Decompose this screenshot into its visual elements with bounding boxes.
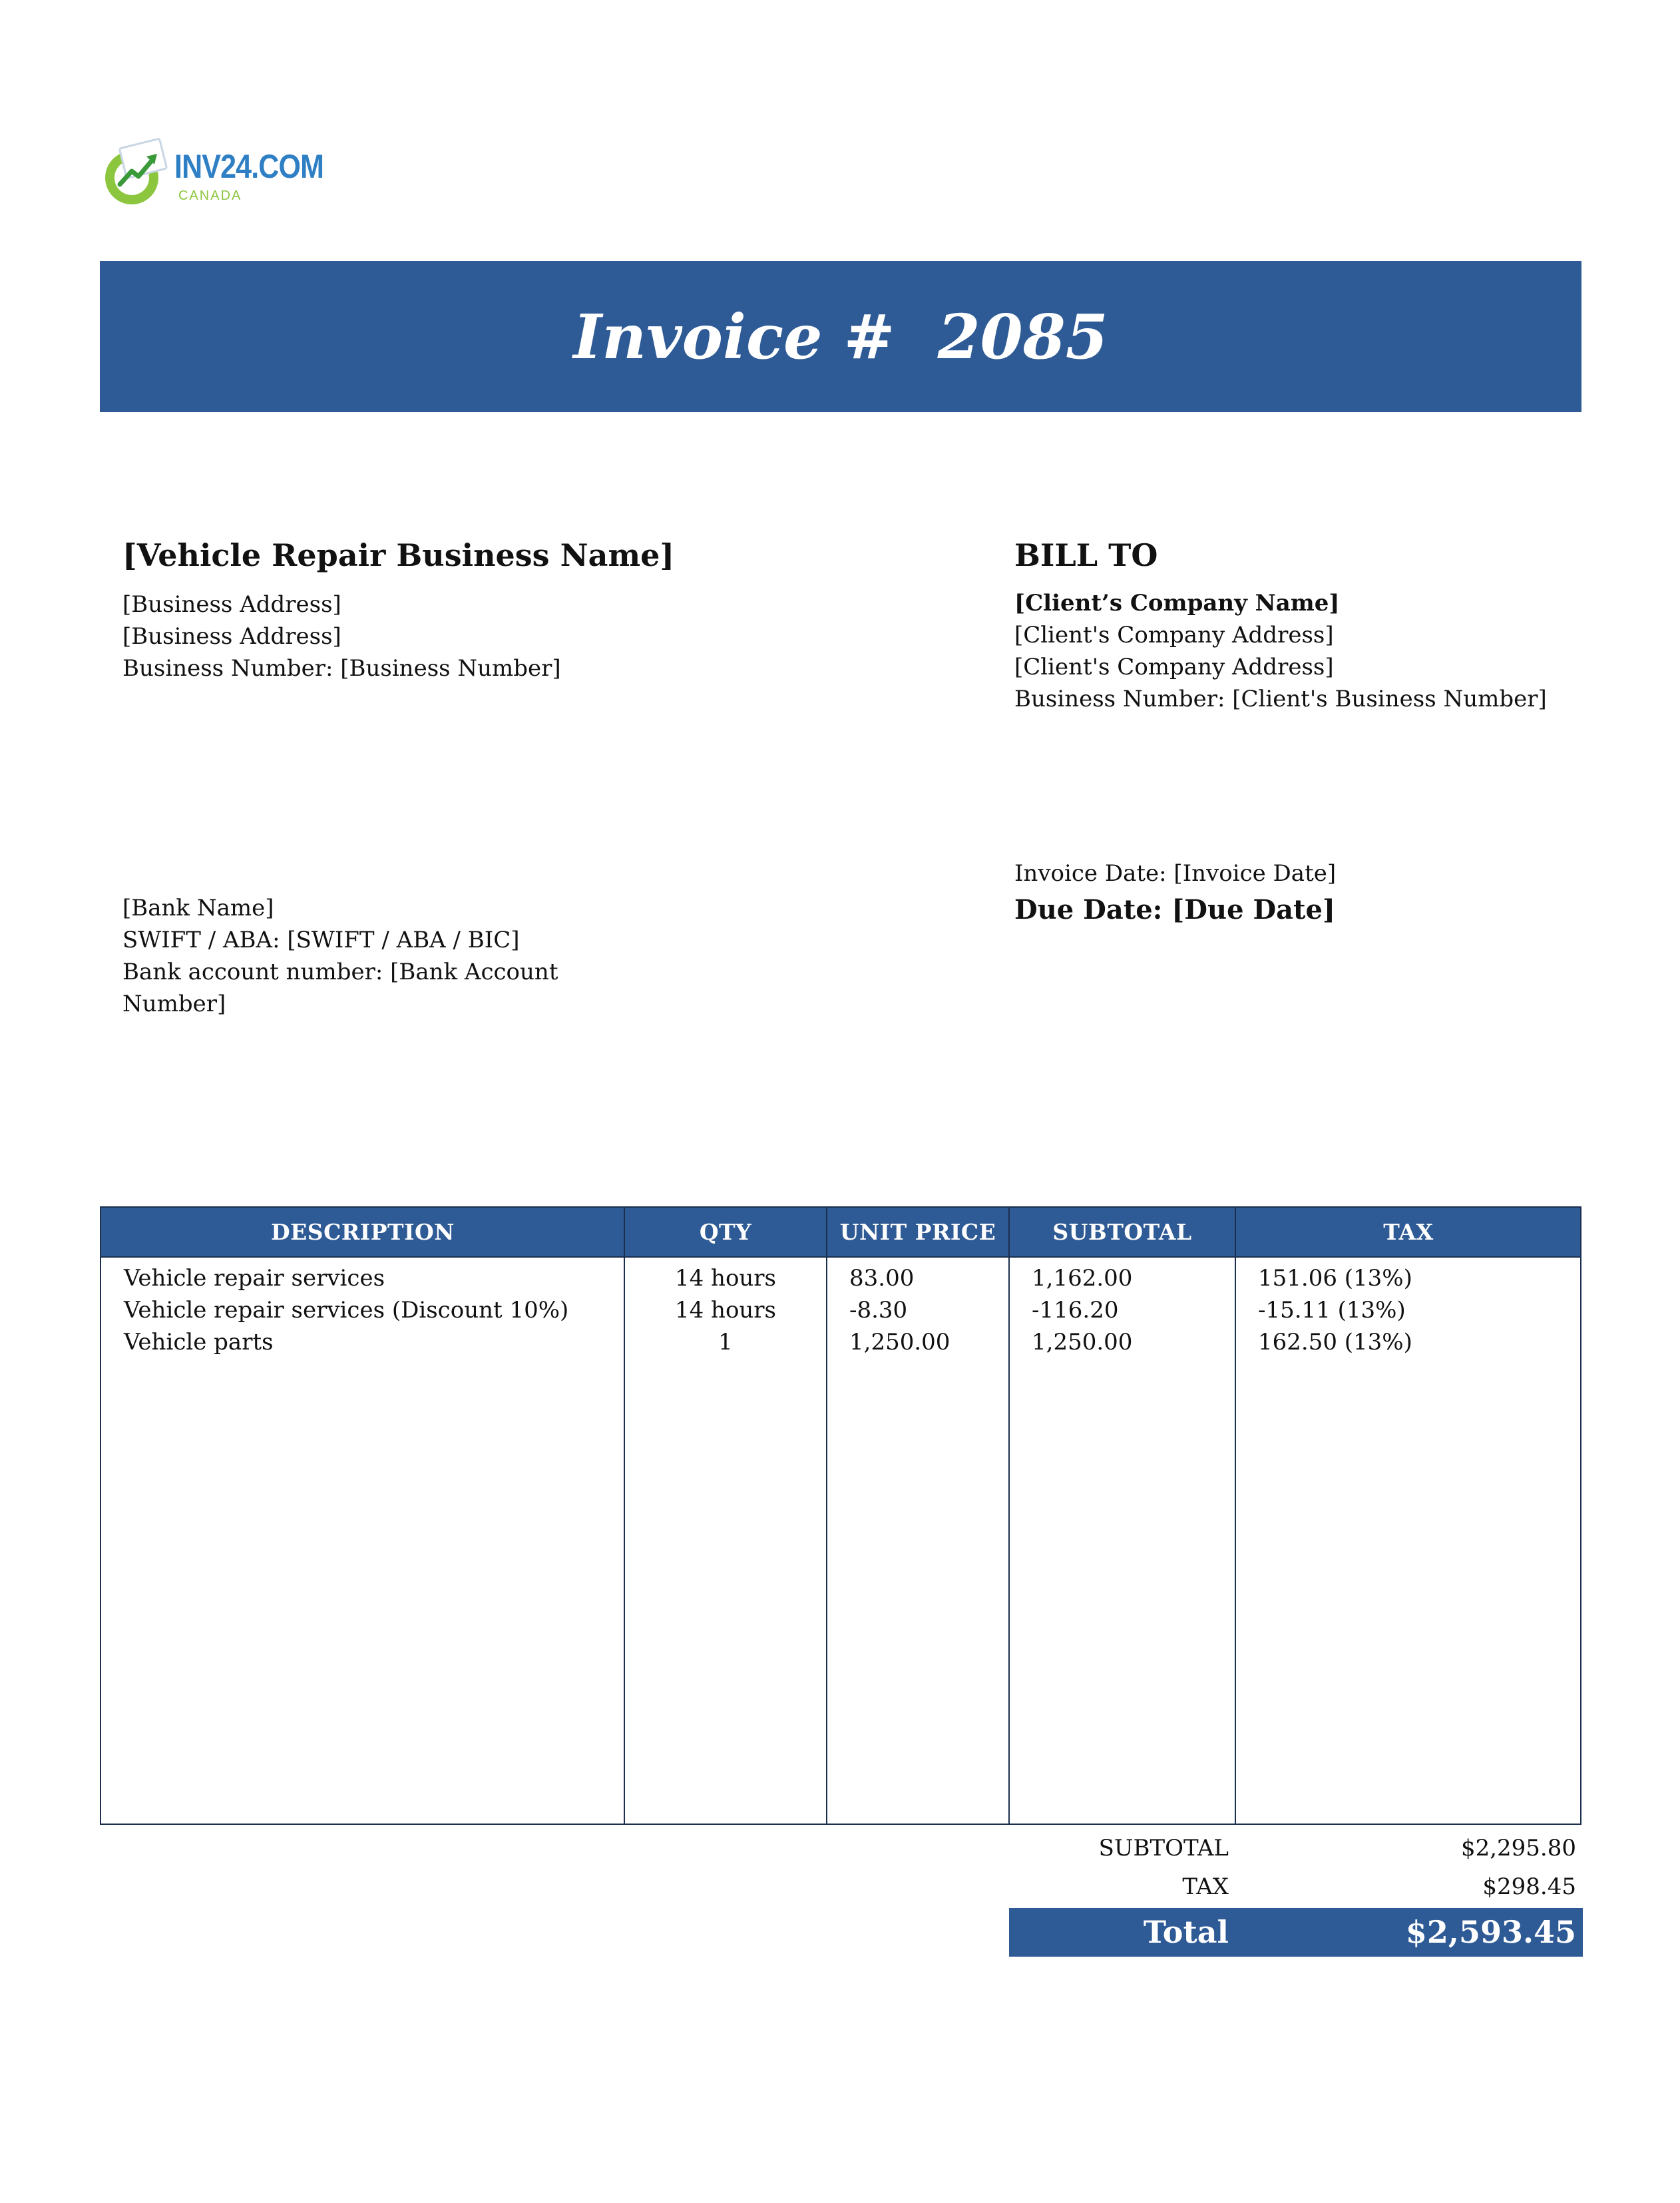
grand-total-bar xyxy=(1009,1908,1583,1957)
bank-account-line-2: Number] xyxy=(122,991,226,1017)
totals-tax-value: $298.45 xyxy=(1482,1873,1576,1900)
table-row xyxy=(101,1326,1580,1358)
seller-name: [Vehicle Repair Business Name] xyxy=(122,537,675,573)
row-description: Vehicle repair services xyxy=(124,1265,385,1292)
row-unit-price: 1,250.00 xyxy=(849,1329,950,1355)
row-qty: 1 xyxy=(718,1329,733,1355)
line-items-table xyxy=(100,1206,1581,1825)
bank-account-line-1: Bank account number: [Bank Account xyxy=(122,959,558,985)
bank-name: [Bank Name] xyxy=(122,895,274,921)
row-subtotal: 1,250.00 xyxy=(1032,1329,1133,1355)
logo-brand-text: INV24.COM xyxy=(174,148,324,185)
totals-subtotal-value: $2,295.80 xyxy=(1460,1835,1576,1861)
invoice-date: Invoice Date: [Invoice Date] xyxy=(1014,860,1337,887)
table-header xyxy=(101,1208,1580,1258)
header-subtotal: SUBTOTAL xyxy=(1052,1219,1192,1245)
invoice-title-banner xyxy=(100,261,1581,412)
seller-address-2: [Business Address] xyxy=(122,623,341,650)
header-unit-price: UNIT PRICE xyxy=(839,1219,996,1245)
grand-total-label: Total xyxy=(1143,1914,1229,1950)
totals-subtotal-label: SUBTOTAL xyxy=(1098,1835,1229,1861)
row-description: Vehicle repair services (Discount 10%) xyxy=(124,1297,569,1324)
row-tax: 162.50 (13%) xyxy=(1258,1329,1412,1355)
row-subtotal: -116.20 xyxy=(1032,1297,1119,1324)
client-business-number: Business Number: [Client's Business Number] xyxy=(1014,686,1547,712)
logo-subtitle: CANADA xyxy=(178,188,242,203)
bank-swift: SWIFT / ABA: [SWIFT / ABA / BIC] xyxy=(122,927,520,953)
seller-business-number: Business Number: [Business Number] xyxy=(122,655,561,682)
client-company-name: [Client’s Company Name] xyxy=(1014,590,1340,616)
row-qty: 14 hours xyxy=(674,1265,777,1292)
due-date: Due Date: [Due Date] xyxy=(1014,894,1335,925)
seller-address-1: [Business Address] xyxy=(122,591,341,618)
row-unit-price: 83.00 xyxy=(849,1265,915,1292)
table-row xyxy=(101,1294,1580,1326)
row-unit-price: -8.30 xyxy=(849,1297,908,1324)
table-row xyxy=(101,1262,1580,1294)
row-tax: 151.06 (13%) xyxy=(1258,1265,1412,1292)
grand-total-value: $2,593.45 xyxy=(1405,1914,1576,1950)
invoice-title: Invoice # 2085 xyxy=(573,300,1108,373)
row-qty: 14 hours xyxy=(674,1297,777,1324)
row-subtotal: 1,162.00 xyxy=(1032,1265,1133,1292)
row-description: Vehicle parts xyxy=(124,1329,274,1355)
row-tax: -15.11 (13%) xyxy=(1258,1297,1406,1324)
header-description: DESCRIPTION xyxy=(271,1219,455,1245)
totals-tax-label: TAX xyxy=(1182,1873,1229,1900)
company-logo xyxy=(100,136,324,210)
logo-emblem-icon xyxy=(100,136,173,210)
bill-to-heading: BILL TO xyxy=(1014,537,1158,573)
client-address-1: [Client's Company Address] xyxy=(1014,622,1334,648)
header-tax: TAX xyxy=(1383,1219,1434,1245)
client-address-2: [Client's Company Address] xyxy=(1014,654,1334,680)
header-qty: QTY xyxy=(699,1219,752,1245)
